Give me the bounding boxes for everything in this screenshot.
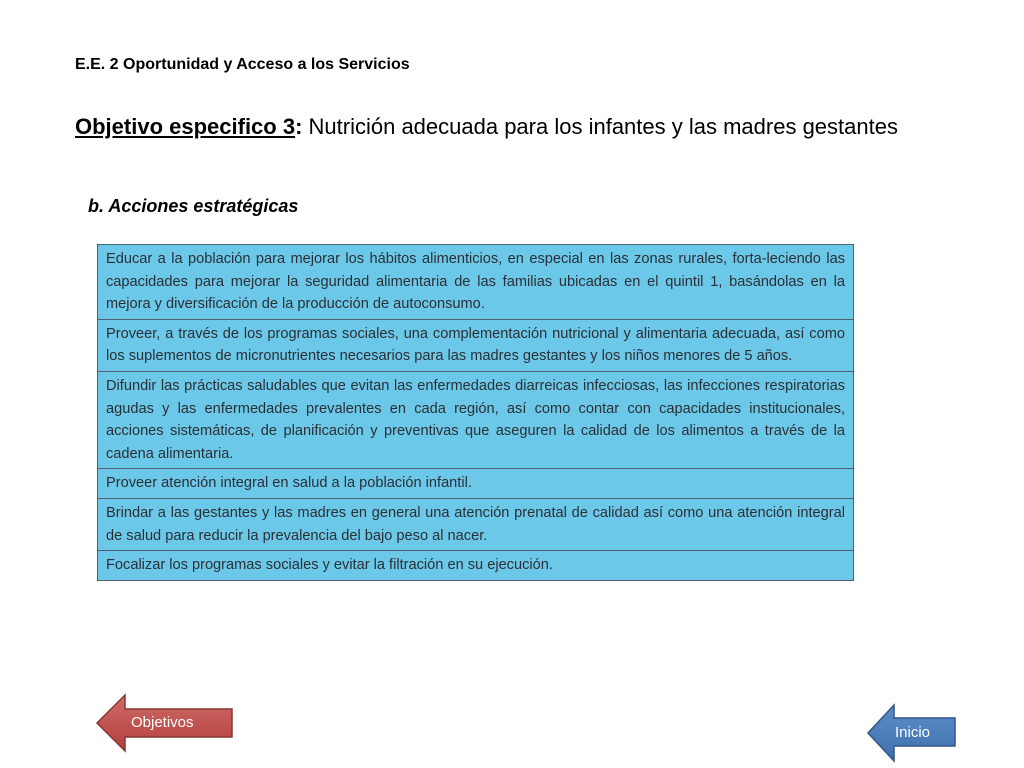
table-row (98, 551, 854, 581)
action-cell-2: Proveer, a través de los programas sociales, una complementación nutricional y alimentaria adecuada, así como los suplementos de micronutrientes necesarios para las madres gestantes y los niños menores de 5 años. (98, 319, 854, 371)
home-button-label: Inicio (895, 724, 931, 741)
table-row (98, 498, 854, 550)
objective-statement (75, 112, 935, 141)
objetivos-back-button[interactable] (95, 694, 235, 752)
strategic-actions-table (97, 244, 854, 581)
objective-colon: : (295, 114, 303, 139)
action-cell-6: Focalizar los programas sociales y evitar la filtración en su ejecución. (98, 551, 854, 581)
actions-subheading: b. Acciones estratégicas (88, 196, 299, 216)
action-cell-3: Difundir las prácticas saludables que evitan las enfermedades diarreicas infecciosas, las infecciones respiratorias agudas y las enfermedades prevalentes en cada región, así como contar con capacidades institucionales, acciones sistemáticas, de planificación y preventivas que aseguren la calidad de los alimentos a través de la cadena alimentaria. (98, 371, 854, 468)
table-row (98, 319, 854, 371)
objective-label: Objetivo especifico 3 (75, 114, 296, 139)
action-cell-1: Educar a la población para mejorar los hábitos alimenticios, en especial en las zonas rurales, forta-leciendo las capacidades para mejorar la seguridad alimentaria de las familias ubicadas en el quintil 1, basándolas en la mejora y diversificación de la producción de autoconsumo. (98, 245, 854, 320)
back-button-label: Objetivos (131, 714, 194, 731)
table-row (98, 469, 854, 499)
objective-text: Nutrición adecuada para los infantes y las madres gestantes (302, 114, 898, 139)
table-row (98, 245, 854, 320)
action-cell-5: Brindar a las gestantes y las madres en general una atención prenatal de calidad así como una atención integral de salud para reducir la prevalencia del bajo peso al nacer. (98, 498, 854, 550)
section-heading: E.E. 2 Oportunidad y Acceso a los Servicios (75, 56, 410, 73)
table-row (98, 371, 854, 468)
action-cell-4: Proveer atención integral en salud a la población infantil. (98, 469, 854, 499)
inicio-home-button[interactable] (866, 704, 958, 762)
